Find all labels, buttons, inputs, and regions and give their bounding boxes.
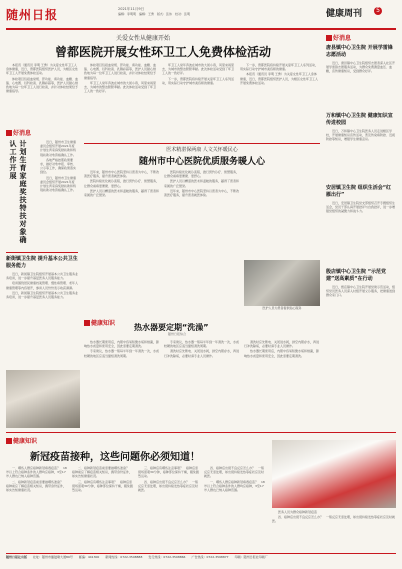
footer-item: 广告热线：0722-3598877 <box>191 555 229 559</box>
right-item-title: 安居镇卫生院 组织生活会“红雁出行” <box>326 185 392 198</box>
lead-paragraph: 体检项目包括血常规、肝功能、肾功能、血糖、血脂、心电图、妇科检查、乳腺彩超等，医护人员耐心细致地为每一位环卫工人进行检查，并针对体检结果给予健康指导。 <box>84 63 156 80</box>
lead-col-1 <box>6 63 78 137</box>
divider <box>6 252 78 253</box>
vaccine-paragraph: 四、接种后出现不良反应怎么办？ 一般反应无需处理，如出现持续发热等症状应及时就医。 <box>204 466 265 479</box>
center-paragraph: 医院持续优化就诊流程，推行预约诊疗、智慧服务，让群众看病更便捷、更舒心。 <box>164 170 240 179</box>
vaccine-col-4 <box>204 466 266 550</box>
center-photo-caption: 医护人员为患者提供贴心服务 <box>262 306 302 310</box>
health-byline: 随州日报综合 <box>168 332 187 336</box>
vaccine-col-2 <box>72 466 134 550</box>
vaccine-photo <box>272 440 396 508</box>
page-number: 5 <box>374 7 382 15</box>
vaccine-paragraph: 四、接种后出现不良反应怎么办？ 一般反应无需处理，如出现持续发热等症状应及时就医。 <box>272 515 396 524</box>
right-item-body: 近日，安居镇卫生院党支部组织召开专题组织生活会，党员干部认真开展批评与自我批评，进一步增强党组织的凝聚力和战斗力。 <box>326 201 396 214</box>
masthead <box>6 6 396 26</box>
lead-paragraph: 环卫工人常年奔波在城市的大街小巷，风里来雨里去，为城市的整洁默默奉献。此次体检活动受到了环卫工人的一致好评。 <box>162 63 234 76</box>
center-top-rule <box>84 143 320 144</box>
vaccine-col-3 <box>138 466 200 550</box>
footer-item: 发行热线：0722-3598866 <box>148 555 186 559</box>
lead-paragraph: 下一步，曾都医院将持续开展关爱环卫工人系列活动，用实际行动守护城市美容师的健康。 <box>162 76 234 85</box>
vaccine-paragraph: 三、接种后有哪些注意事项？ 接种后需现场留观30分钟，接种部位保持干燥，避免剧烈运动。 <box>72 479 133 493</box>
sidebar-sub-body <box>6 272 78 352</box>
lead-paragraph: 下一步，曾都医院将持续开展关爱环卫工人系列活动，用实际行动守护城市美容师的健康。 <box>240 63 318 72</box>
footer-item: 邮编：441300 <box>78 555 100 559</box>
lead-col-2 <box>84 63 156 137</box>
center-col-2 <box>164 170 240 296</box>
lead-paragraph: 本报讯（通讯员 李明 王勇）为关爱女性环卫工人身体健康，近日，曾都医院组织医护人员，为辖区女性环卫工人开展免费体检活动。 <box>6 63 78 76</box>
lead-paragraph: 本报讯（通讯员 李明 王勇）为关爱女性环卫工人身体健康，近日，曾都医院组织医护人员，为辖区女性环卫工人开展免费体检活动。 <box>240 72 318 85</box>
footer-item: 印刷：随州日报社印刷厂 <box>234 555 268 559</box>
footer <box>6 555 396 567</box>
center-photo <box>244 260 320 306</box>
right-item-title: 殷店镇中心卫生院 “示范党建”送高素质“在行动 <box>326 269 387 282</box>
lead-col-4 <box>240 63 318 137</box>
sidebar-paragraph: 近日，随州市卫生健康委员会组织开展2021年度计划生育家庭奖励扶助和特别扶助对象资格确认工作。 <box>40 140 76 157</box>
center-kicker: 医术精湛保两康 人文关怀暖民心 <box>166 147 238 153</box>
vaccine-paragraph: 一、哪些人群应接种新冠病毒疫苗？ 18岁以上符合接种条件的人群均应接种，3至17岁人群也已纳入接种范围。 <box>6 466 67 479</box>
center-paragraph: 医护人员以精湛的医术和温暖的服务，赢得了患者和家属的广泛赞誉。 <box>84 188 160 198</box>
vaccine-paragraph: 三、接种后有哪些注意事项？ 接种后需现场留观30分钟，接种部位保持干燥，避免剧烈运动。 <box>138 466 199 479</box>
vaccine-paragraph: 一、哪些人群应接种新冠病毒疫苗？ 18岁以上符合接种条件的人群均应接种，3至17岁人群也已纳入接种范围。 <box>204 479 265 493</box>
center-paragraph: 近年来，随州市中心医院坚持以患者为中心，不断改善医疗服务，提升患者就医体验。 <box>164 188 240 198</box>
tag-marker-icon <box>6 438 12 444</box>
sidebar-paragraph: 培训围绕居民健康档案管理、慢性病管理、老年人健康管理等内容展开，参训人员纷纷表示收获满满。 <box>6 281 78 290</box>
health-col-3 <box>244 340 320 426</box>
masthead-rule <box>6 28 396 30</box>
lead-kicker: 关爱女性从健康开始 <box>116 35 171 42</box>
vaccine-paragraph: 四、接种后出现不良反应怎么办？ 一般反应无需处理，如出现持续发热等症状应及时就医。 <box>138 479 199 493</box>
tag-marker-icon <box>326 35 332 41</box>
center-col-1 <box>84 170 160 296</box>
sidebar-paragraph: 近日，新街镇卫生院组织开展基本公共卫生服务业务培训，进一步提升基层医务人员服务能力。 <box>6 272 78 281</box>
sidebar-tag: 好消息 <box>6 128 78 137</box>
vaccine-headline: 新冠疫苗接种，这些问题你必须知道！ <box>30 452 200 463</box>
health-paragraph: 清洗时应先断电、关闭进水阀，排空内胆存水，再进行冲洗除垢，必要时请专业人员操作。 <box>164 349 240 358</box>
right-tag: 好消息 <box>326 33 351 42</box>
health-tag: 健康知识 <box>84 318 115 327</box>
footer-item: 社址：随州市擂鼓墩大道89号 <box>33 555 73 559</box>
sidebar-paragraph: 近日，新街镇卫生院组织开展基本公共卫生服务业务培训，进一步提升基层医务人员服务能力。 <box>6 290 78 300</box>
sidebar-vertical-box <box>8 140 38 250</box>
health-headline: 热水器要定期“洗澡” <box>134 323 209 332</box>
lead-col-3 <box>162 63 234 137</box>
lead-headline: 曾都医院开展女性环卫工人免费体检活动 <box>54 45 271 59</box>
lead-paragraph: 环卫工人常年奔波在城市的大街小巷，风里来雨里去，为城市的整洁默默奉献。此次体检活动受到了环卫工人的一致好评。 <box>84 80 156 94</box>
center-paragraph: 医院持续优化就诊流程，推行预约诊疗、智慧服务，让群众看病更便捷、更舒心。 <box>84 179 160 188</box>
sidebar-sub-title: 新街镇卫生院 提升基本公共卫生服务能力 <box>6 256 78 269</box>
vaccine-side-text <box>272 510 396 550</box>
section-title: 健康周刊 <box>326 9 363 19</box>
sidebar-paragraph: 近日，随州市卫生健康委员会组织开展2021年度计划生育家庭奖励扶助和特别扶助对象资格确认工作。 <box>40 175 76 193</box>
health-photo <box>6 370 80 428</box>
sidebar-vertical-title: 计划生育家庭奖扶特扶对象确认工作开展 <box>9 140 27 244</box>
right-item-title: 万和镇中心卫生院 健康知识宣传进校园 <box>326 113 393 126</box>
right-item-body: 近日，万和镇中心卫生院医务人员走进辖区学校，开展健康知识宣传活动，普及传染病防控、近视防控等知识，增强学生健康意识。 <box>326 129 396 142</box>
center-paragraph: 近年来，随州市中心医院坚持以患者为中心，不断改善医疗服务，提升患者就医体验。 <box>84 170 160 179</box>
vaccine-photo-caption: 医务人员为群众接种新冠疫苗 <box>278 510 318 514</box>
health-paragraph: 清洗时应先断电、关闭进水阀，排空内胆存水，再进行冲洗除垢，必要时请专业人员操作。 <box>244 340 320 349</box>
right-item-body: 近日，唐县镇中心卫生院组织志愿者深入社区开展学雷锋志愿服务活动，为群众免费测量血压、血糖，宣传健康知识，受到群众好评。 <box>326 61 396 74</box>
editor-line: 编辑：李明明 编辑：王勇 版式：张伟 校对：张明 <box>118 12 191 16</box>
tag-marker-icon <box>84 320 90 326</box>
vaccine-paragraph: 二、接种新冠疫苗前需要做哪些准备？ 接种前应了解疫苗相关知识，携带身份证件，如实告知健康状况。 <box>72 466 133 479</box>
health-paragraph: 专家建议，热水器一般每半年到一年清洗一次，水质较硬的地区应适当缩短清洗周期。 <box>84 349 160 358</box>
footer-item: 新闻热线：0722-3598888 <box>105 555 143 559</box>
vaccine-col-1 <box>6 466 68 550</box>
health-paragraph: 热水器长期使用后，内胆中容易积聚水垢和细菌，影响热水质量和使用安全，因此需要定期清洗。 <box>244 349 320 358</box>
right-column <box>326 33 396 363</box>
footer-paper: 随州日报社出版 <box>6 555 28 559</box>
health-col-1 <box>84 340 160 426</box>
newspaper-logo: 随州日报 <box>6 8 59 22</box>
health-paragraph: 热水器长期使用后，内胆中容易积聚水垢和细菌，影响热水质量和使用安全，因此需要定期清洗。 <box>84 340 160 349</box>
right-item-body: 近日，殷店镇中心卫生院开展党建示范活动，组织党员医务人员深入村组开展义诊服务，把健康送到群众家门口。 <box>326 285 396 298</box>
right-item-title: 唐县镇中心卫生院 开展学雷锋志愿活动 <box>326 45 393 58</box>
sidebar-paragraph: 各地严格按照政策要求，做好对象申报、审核、公示等工作，确保政策落实到位。 <box>40 157 76 175</box>
footer-rule <box>6 553 396 554</box>
vaccine-tag: 健康知识 <box>6 436 37 445</box>
vaccine-top-rule <box>6 432 396 433</box>
date-line: 2021年11月9日 <box>118 7 145 11</box>
center-paragraph: 医护人员以精湛的医术和温暖的服务，赢得了患者和家属的广泛赞誉。 <box>164 179 240 188</box>
health-paragraph: 专家建议，热水器一般每半年到一年清洗一次，水质较硬的地区应适当缩短清洗周期。 <box>164 340 240 349</box>
lead-article <box>6 33 320 141</box>
tag-marker-icon <box>6 130 12 136</box>
sidebar-hot1-body <box>40 140 76 250</box>
lead-paragraph: 体检项目包括血常规、肝功能、肾功能、血糖、血脂、心电图、妇科检查、乳腺彩超等，医护人员耐心细致地为每一位环卫工人进行检查，并针对体检结果给予健康指导。 <box>6 76 78 94</box>
center-headline: 随州市中心医院优质服务暖人心 <box>138 157 265 167</box>
vaccine-paragraph: 二、接种新冠疫苗前需要做哪些准备？ 接种前应了解疫苗相关知识，携带身份证件，如实告知健康状况。 <box>6 479 67 493</box>
health-col-2 <box>164 340 240 426</box>
